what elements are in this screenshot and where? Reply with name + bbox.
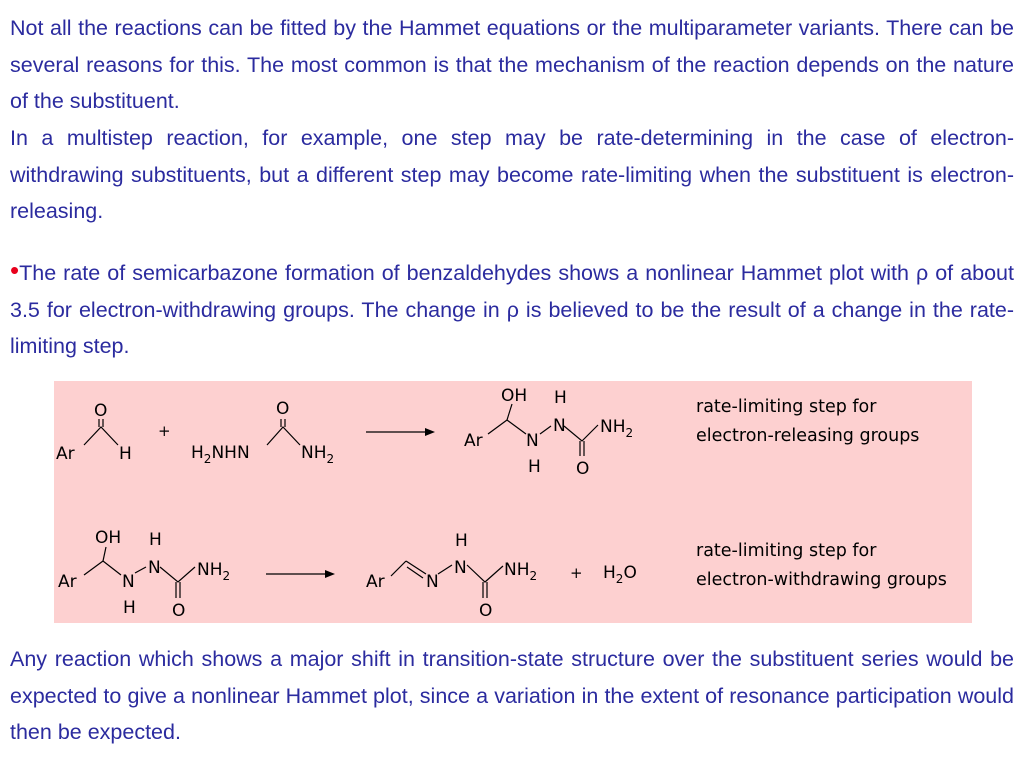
paragraph-semicarbazone <box>10 255 1014 365</box>
note-releasing-line1: rate-limiting step for <box>696 397 877 417</box>
aryl-label: Ar <box>464 431 483 451</box>
paragraph-conclusion: Any reaction which shows a major shift in transition-state structure over the substituent series would be expected to give a nonlinear Hammet plot, since a variation in the extent of resonance participation would then be expected. <box>10 647 1014 744</box>
nitrogen-label: N <box>122 572 135 592</box>
nitrogen-label: N <box>426 572 439 592</box>
nitrogen-label: N <box>553 416 566 436</box>
aryl-label: Ar <box>58 572 77 592</box>
amine-hydrogen: H <box>455 531 468 551</box>
hydrazine-amine-label: $H_2NHN$ <box>191 443 250 466</box>
aryl-label: Ar <box>56 444 75 464</box>
reaction-scheme <box>54 381 972 623</box>
note-withdrawing-line2: electron-withdrawing groups <box>696 570 947 590</box>
amide-nh2-label: $NH_2$ <box>301 443 335 466</box>
amide-nh2-label: $NH_2$ <box>600 417 634 440</box>
nitrogen-label: N <box>526 431 539 451</box>
amide-nh2-label: $NH_2$ <box>197 560 231 583</box>
amine-hydrogen: H <box>528 457 541 477</box>
carbonyl-oxygen: O <box>94 401 108 421</box>
bullet-icon: • <box>10 255 20 285</box>
amine-hydrogen: H <box>554 388 567 408</box>
note-releasing-line2: electron-releasing groups <box>696 426 920 446</box>
amine-hydrogen: H <box>149 530 162 550</box>
nitrogen-label: N <box>454 558 467 578</box>
plus-sign: + <box>158 422 171 440</box>
amide-nh2-label: $NH_2$ <box>504 560 538 583</box>
carbonyl-oxygen: O <box>172 601 186 621</box>
semicarbazone-text: The rate of semicarbazone formation of benzaldehydes shows a nonlinear Hammet plot with ρ of about 3.5 for electron-withdrawing groups. The change in ρ is believed to be the result of a change in the rate-limiting step. <box>10 261 1014 358</box>
paragraph-intro: Not all the reactions can be fitted by the Hammet equations or the multiparameter variants. There can be several reasons for this. The most common is that the mechanism of the reaction depends on the nature of the substituent. <box>10 16 1014 113</box>
nitrogen-label: N <box>148 558 161 578</box>
plus-sign: + <box>570 564 583 582</box>
water-label: $H_2O$ <box>603 563 637 586</box>
note-withdrawing-line1: rate-limiting step for <box>696 541 877 561</box>
aldehyde-hydrogen: H <box>119 444 132 464</box>
hydroxyl-label: OH <box>95 528 122 548</box>
amine-hydrogen: H <box>123 598 136 618</box>
hydroxyl-label: OH <box>501 386 528 406</box>
aryl-label: Ar <box>366 572 385 592</box>
carbonyl-oxygen: O <box>576 459 590 479</box>
paragraph-multistep: In a multistep reaction, for example, one step may be rate-determining in the case of electron-withdrawing substituents, but a different step may become rate-limiting when the substituent is electron-releasing. <box>10 126 1014 223</box>
carbonyl-oxygen: O <box>276 399 290 419</box>
scheme-drawing <box>54 381 972 623</box>
carbonyl-oxygen: O <box>479 601 493 621</box>
